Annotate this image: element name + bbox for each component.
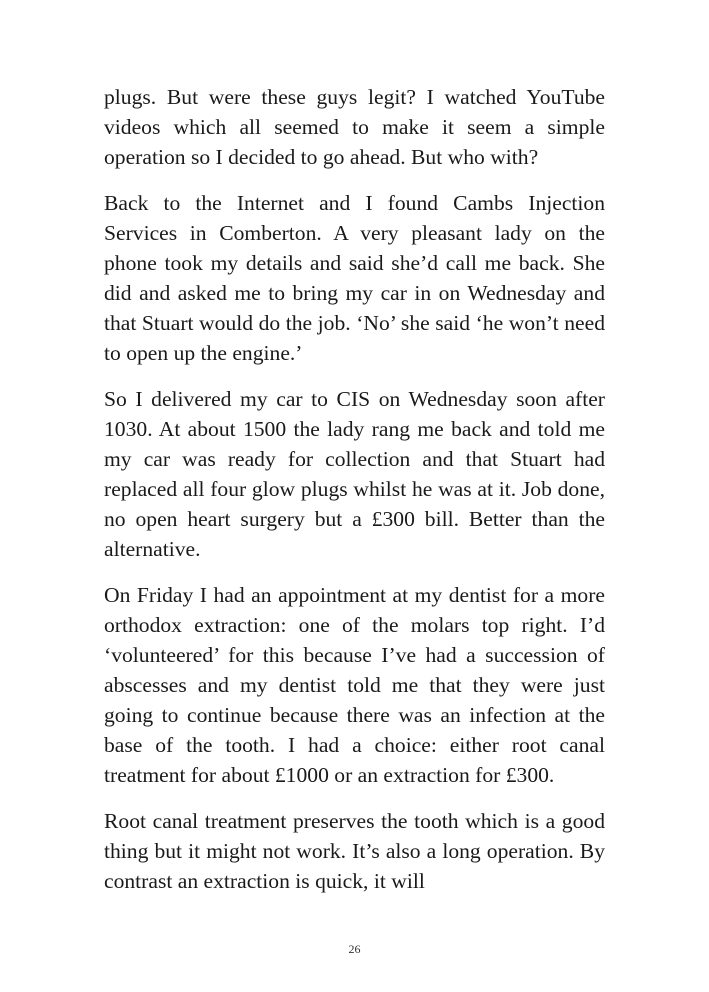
page-body	[104, 82, 605, 912]
paragraph-dentist-appointment: On Friday I had an appointment at my dentist for a more orthodox extraction: one of the molars top right. I’d ‘volunteered’ for this because I’ve had a succession of abscesses and my dentist told me that they were just going to continue because there was an infection at the base of the tooth. I had a choice: either root canal treatment for about £1000 or an extraction for £300.	[104, 583, 605, 787]
paragraph-car-delivered: So I delivered my car to CIS on Wednesday soon after 1030. At about 1500 the lady rang me back and told me my car was ready for collection and that Stuart had replaced all four glow plugs whilst he was at it. Job done, no open heart surgery but a £300 bill. Better than the alternative.	[104, 387, 605, 561]
paragraph-root-canal: Root canal treatment preserves the tooth which is a good thing but it might not work. It’s also a long operation. By contrast an extraction is quick, it will	[104, 809, 605, 893]
paragraph-finding-cis: Back to the Internet and I found Cambs Injection Services in Comberton. A very pleasant lady on the phone took my details and said she’d call me back. She did and asked me to bring my car in on Wednesday and that Stuart would do the job. ‘No’ she said ‘he won’t need to open up the engine.’	[104, 191, 605, 365]
paragraph-glow-plugs-research: plugs. But were these guys legit? I watched YouTube videos which all seemed to make it seem a simple operation so I decided to go ahead. But who with?	[104, 85, 605, 169]
page-number: 26	[348, 942, 361, 956]
